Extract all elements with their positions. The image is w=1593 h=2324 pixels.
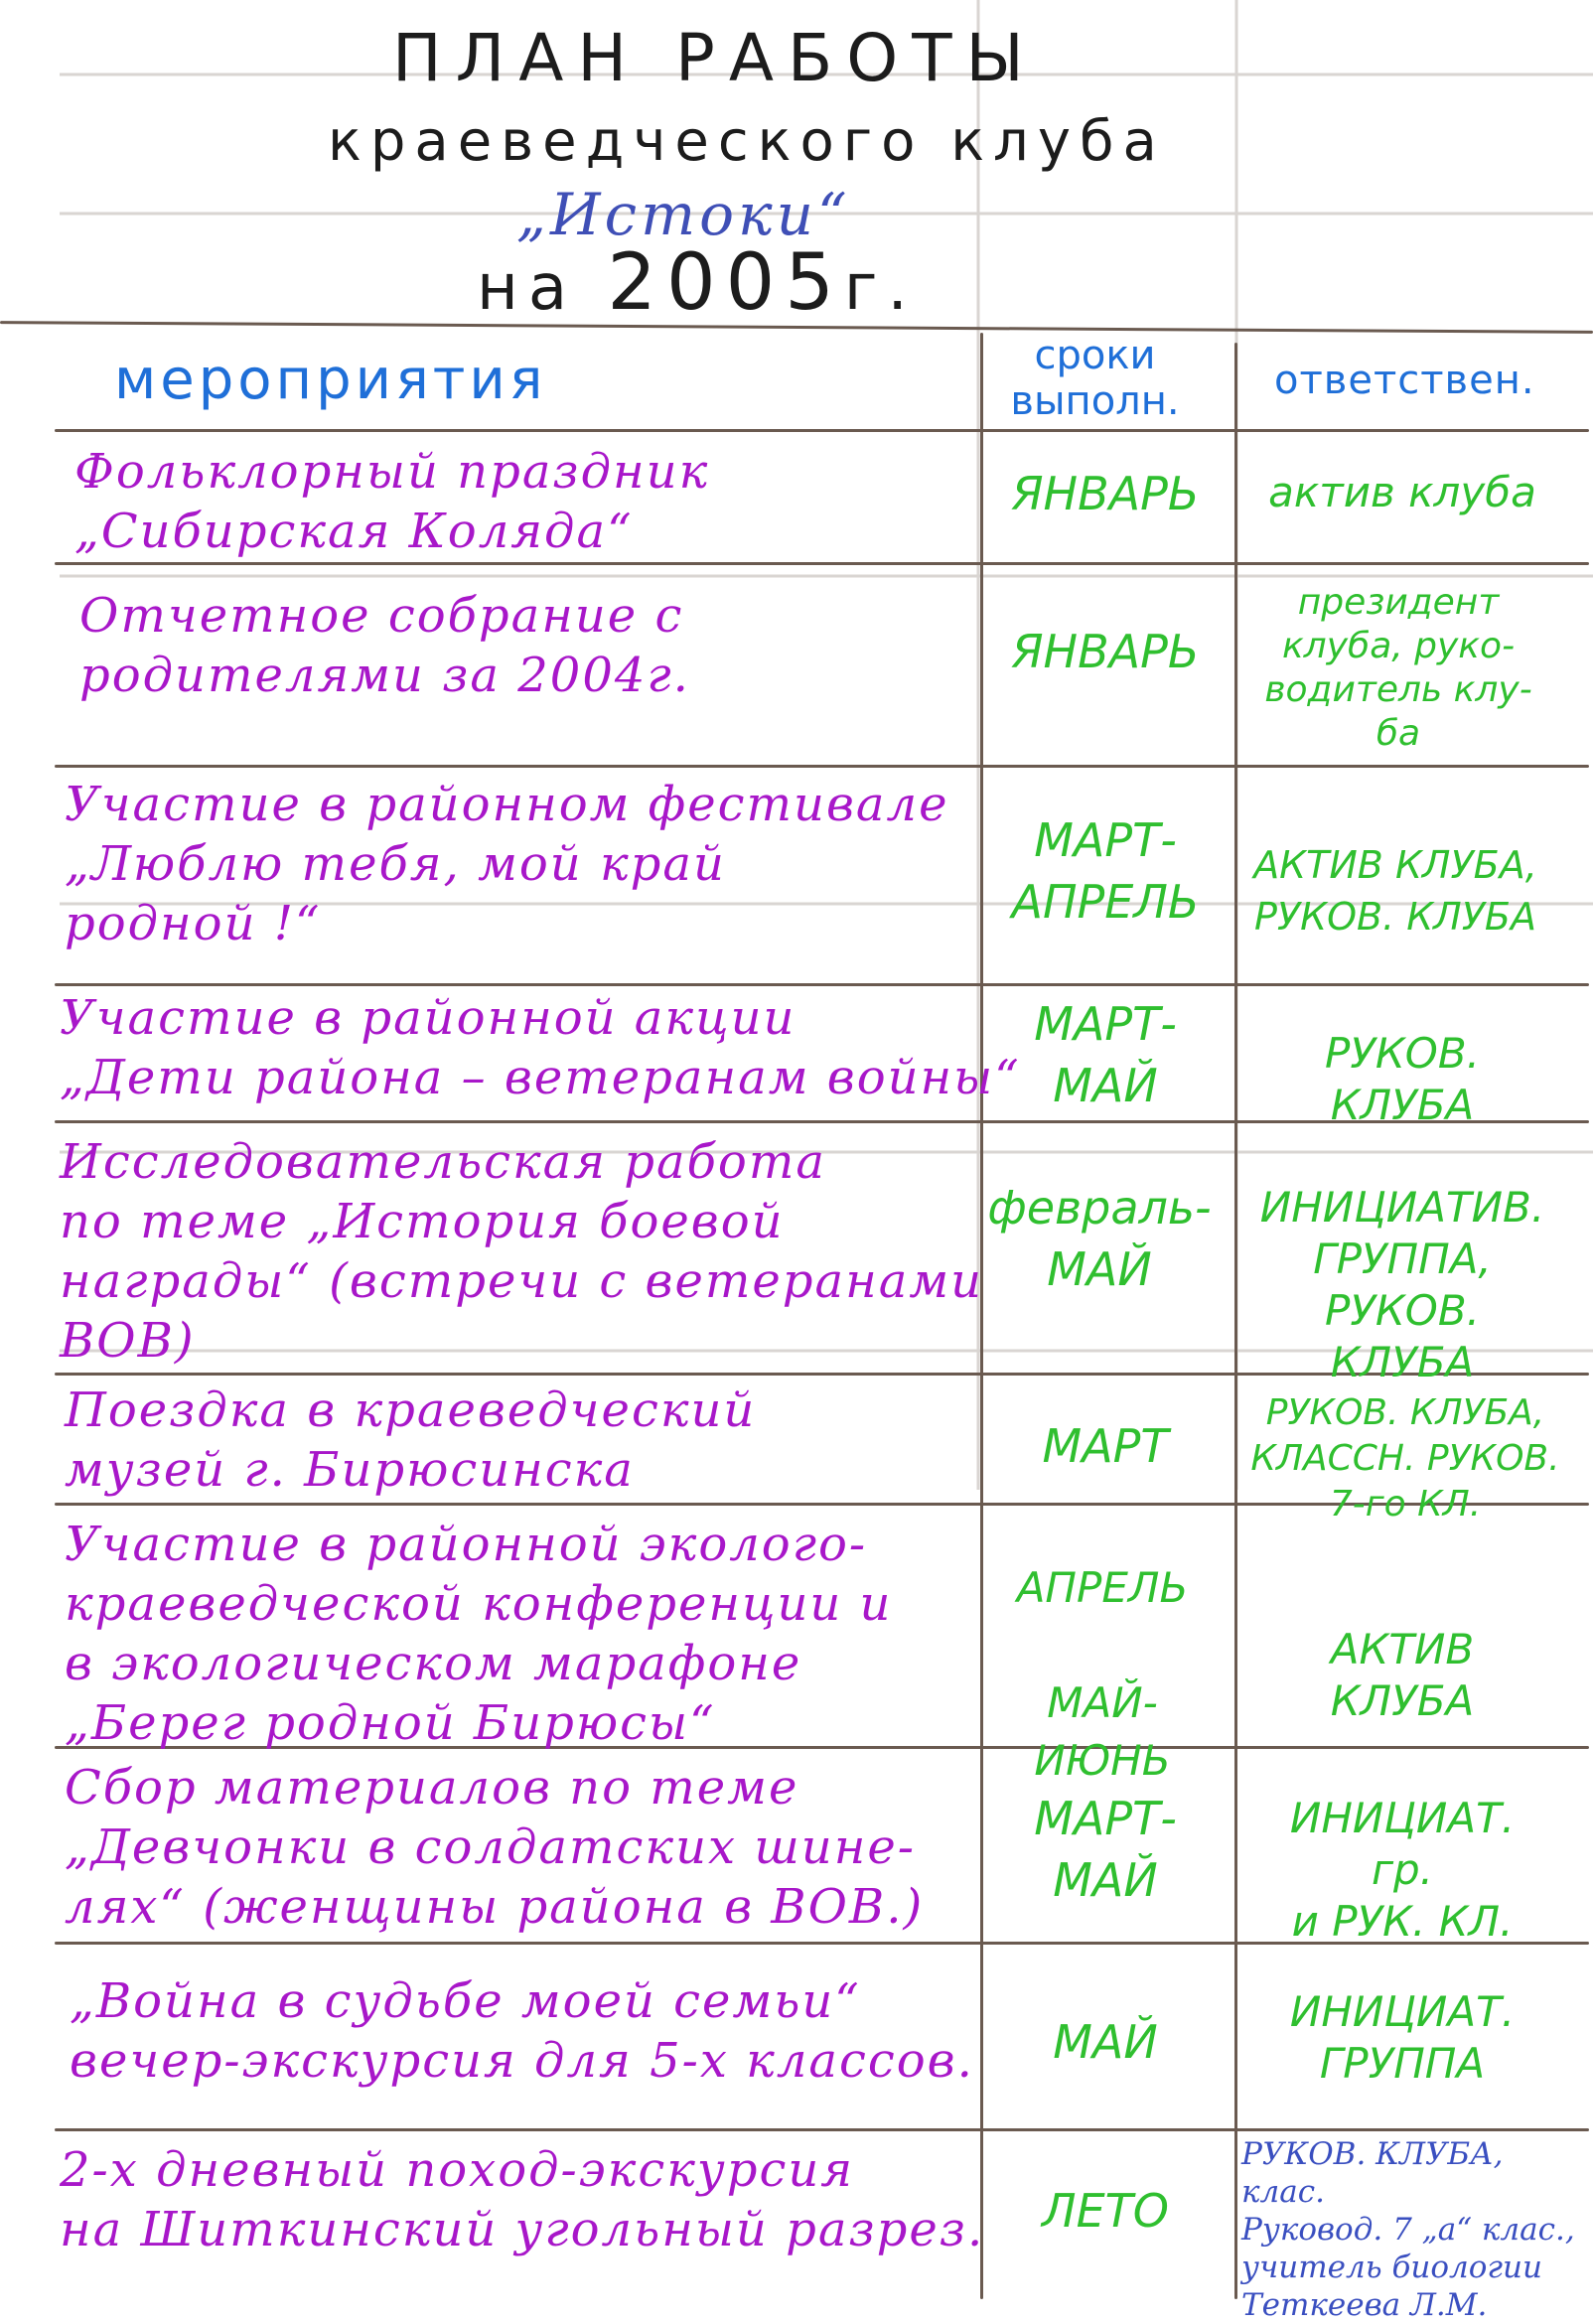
- date-cell: МАРТ: [1042, 1419, 1169, 1473]
- responsible-cell: РУКОВ. КЛУБА, КЛАССН. РУКОВ. 7-го КЛ.: [1250, 1392, 1560, 1525]
- title-club-name: „Истоки“: [516, 181, 851, 248]
- header-dates: сроки выполн.: [1010, 333, 1180, 424]
- responsible-cell: ИНИЦИАТ. ГРУППА: [1289, 1987, 1516, 2088]
- event-cell: Отчетное собрание с родителями за 2004г.: [79, 588, 690, 703]
- rule-row-9: [55, 2128, 1589, 2131]
- responsible-cell: РУКОВ. КЛУБА, клас. Руковод. 7 „а“ клас., учитель биологии Теткеева Л.М.: [1241, 2136, 1575, 2323]
- title-plan: ПЛАН РАБОТЫ: [392, 20, 1038, 96]
- event-cell: Участие в районной акции „Дети района – ветеранам войны“: [60, 990, 1021, 1105]
- title-year: [477, 238, 918, 328]
- header-responsible: ответствен.: [1274, 358, 1535, 403]
- responsible-cell: ИНИЦИАТИВ. ГРУППА, РУКОВ. КЛУБА: [1259, 1183, 1545, 1386]
- rule-header: [55, 429, 1589, 432]
- date-cell: АПРЕЛЬ МАЙ-ИЮНЬ: [1016, 1563, 1189, 1785]
- date-cell: МАРТ- МАЙ: [1034, 1792, 1177, 1907]
- responsible-cell: ИНИЦИАТ. гр. и РУК. КЛ.: [1289, 1794, 1516, 1946]
- responsible-cell: президент клуба, руко- водитель клу- ба: [1264, 582, 1532, 754]
- event-cell: Поездка в краеведческий музей г. Бирюсинска: [65, 1382, 757, 1498]
- rule-row-1: [55, 562, 1589, 565]
- date-cell: ЯНВАРЬ: [1011, 467, 1200, 520]
- responsible-cell: АКТИВ КЛУБА: [1330, 1625, 1475, 1725]
- responsible-cell: АКТИВ КЛУБА, РУКОВ. КЛУБА: [1253, 843, 1537, 939]
- event-cell: Фольклорный праздник „Сибирская Коляда“: [74, 444, 710, 559]
- rule-row-3: [55, 983, 1589, 986]
- rule-row-2: [55, 765, 1589, 768]
- event-cell: 2-х дневный поход-экскурсия на Шиткинский угольный разрез.: [60, 2142, 985, 2257]
- rule-col-responsible: [1234, 343, 1237, 2299]
- event-cell: Участие в районной эколого- краеведческой конференции и в экологическом марафоне „Берег родной Бирюсы“: [65, 1517, 893, 1751]
- header-events: мероприятия: [114, 348, 547, 412]
- title-club-type: краеведческого клуба: [328, 109, 1166, 174]
- responsible-cell: РУКОВ. КЛУБА: [1325, 1029, 1480, 1129]
- title-year-prefix: на: [477, 251, 608, 325]
- date-cell: МАЙ: [1053, 2015, 1158, 2069]
- event-cell: Исследовательская работа по теме „История боевой награды“ (встречи с ветеранами ВОВ): [60, 1134, 984, 1369]
- date-cell: МАРТ- МАЙ: [1034, 997, 1177, 1112]
- title-year-number: 2005: [607, 238, 844, 328]
- date-cell: МАРТ- АПРЕЛЬ: [1011, 813, 1200, 929]
- date-cell: ЛЕТО: [1042, 2184, 1169, 2238]
- event-cell: Участие в районном фестивале „Люблю тебя, мой край родной !“: [65, 777, 949, 951]
- date-cell: февраль- МАЙ: [987, 1181, 1212, 1296]
- event-cell: „Война в судьбе моей семьи“ вечер-экскурсия для 5-х классов.: [70, 1973, 974, 2089]
- responsible-cell: актив клуба: [1268, 468, 1536, 516]
- event-cell: Сбор материалов по теме „Девчонки в солдатских шине- лях“ (женщины района в ВОВ.): [65, 1760, 925, 1935]
- title-year-suffix: г.: [843, 251, 918, 325]
- date-cell: ЯНВАРЬ: [1011, 625, 1200, 678]
